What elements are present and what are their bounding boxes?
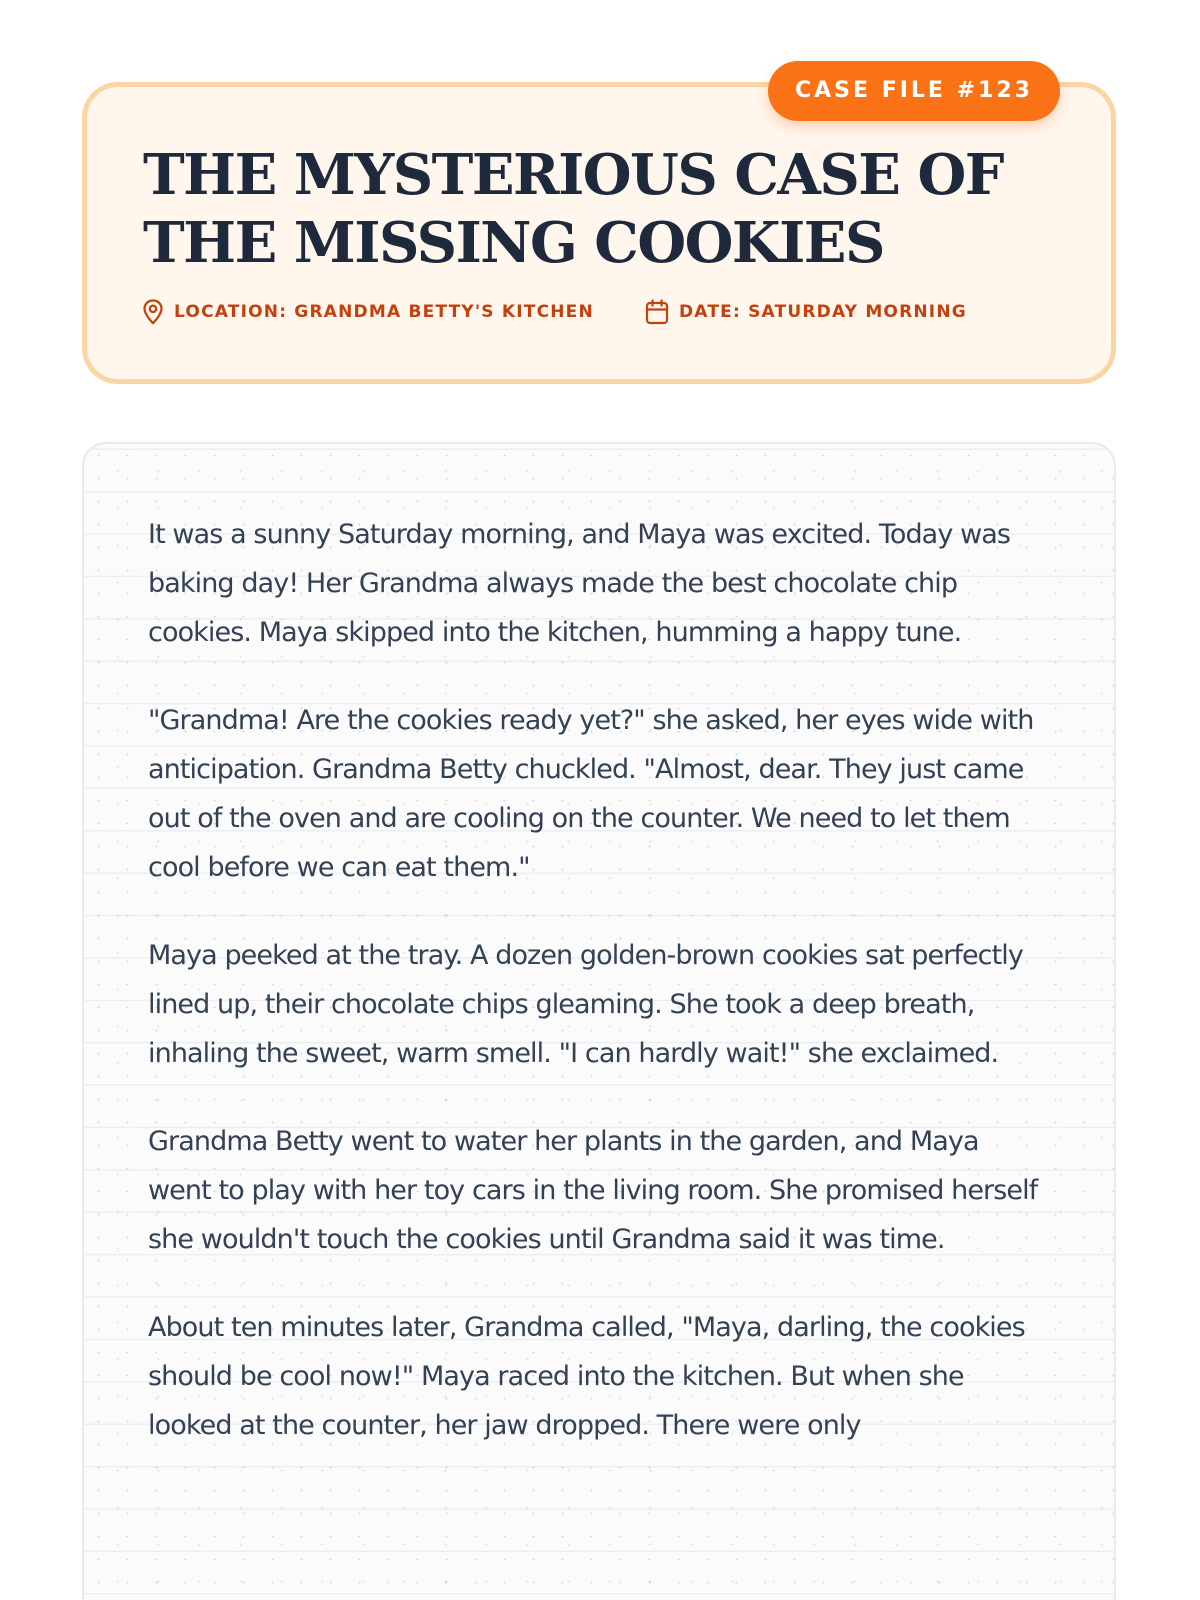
story-paragraph: Maya peeked at the tray. A dozen golden-brown cookies sat perfectly lined up, their chocolate chips gleaming. She took a deep breath, inhaling the sweet, warm smell. "I can hardly wait!" she exclaimed.	[148, 940, 1023, 1069]
story-card	[82, 442, 1116, 1600]
story-body	[148, 510, 1048, 1489]
story-paragraph: About ten minutes later, Grandma called, "Maya, darling, the cookies should be cool now!" Maya raced into the kitchen. But when she looked at the counter, her jaw dropped. There were only	[148, 1312, 1025, 1441]
case-file-badge: CASE FILE #123	[768, 61, 1060, 121]
date-meta	[645, 297, 967, 327]
story-title: THE MYSTERIOUS CASE OF THE MISSING COOKIES	[143, 142, 1003, 276]
location-label: LOCATION: GRANDMA BETTY'S KITCHEN	[174, 302, 594, 322]
case-header-card	[82, 82, 1116, 384]
location-meta	[142, 297, 594, 327]
map-pin-icon	[142, 299, 164, 325]
story-paragraph: It was a sunny Saturday morning, and Maya was excited. Today was baking day! Her Grandma always made the best chocolate chip cookies. Maya skipped into the kitchen, humming a happy tune.	[148, 519, 1011, 648]
calendar-icon	[645, 299, 669, 325]
date-label: DATE: SATURDAY MORNING	[679, 302, 967, 322]
story-paragraph: Grandma Betty went to water her plants in the garden, and Maya went to play with her toy cars in the living room. She promised herself she wouldn't touch the cookies until Grandma said it was time.	[148, 1126, 1038, 1255]
story-paragraph: "Grandma! Are the cookies ready yet?" she asked, her eyes wide with anticipation. Grandma Betty chuckled. "Almost, dear. They just came out of the oven and are cooling on the counter. We need to let them cool before we can eat them."	[148, 705, 1034, 883]
